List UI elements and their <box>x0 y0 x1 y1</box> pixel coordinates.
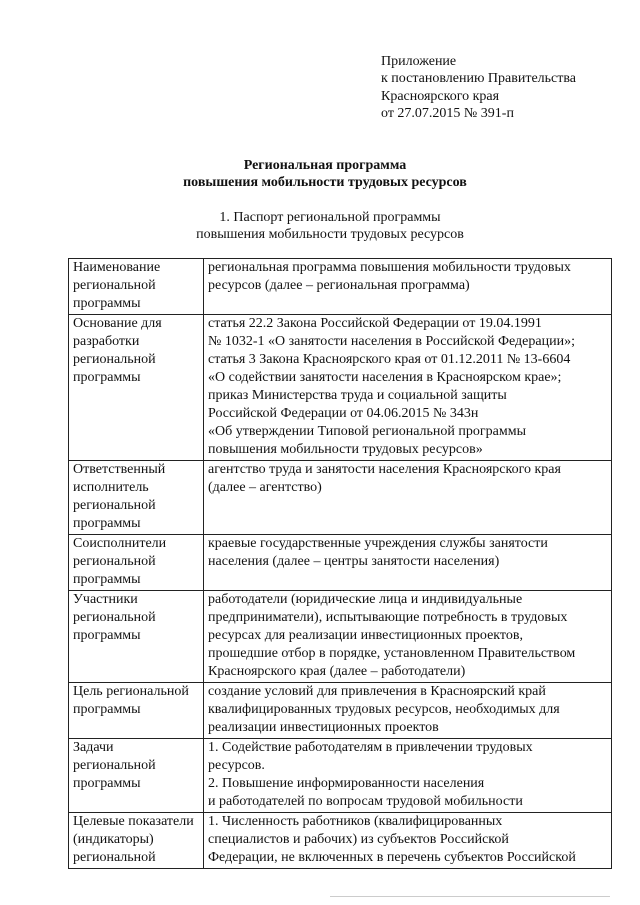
row-label-line: разработки <box>73 334 140 349</box>
row-content-line: ресурсах для реализации инвестиционных проектов, <box>208 628 523 643</box>
row-content-line: создание условий для привлечения в Красноярский край <box>208 684 546 699</box>
row-label-cell <box>69 535 204 591</box>
row-content-line: реализации инвестиционных проектов <box>208 720 439 735</box>
approval-line: Красноярского края <box>381 88 500 104</box>
row-content-cell <box>204 315 612 461</box>
row-label-cell <box>69 813 204 869</box>
subtitle-line: повышения мобильности трудовых ресурсов <box>196 226 464 242</box>
row-content-line: предприниматели), испытывающие потребность в трудовых <box>208 610 568 625</box>
document-title <box>0 157 640 191</box>
row-label-line: Основание для <box>73 316 162 331</box>
approval-line: к постановлению Правительства <box>381 71 577 87</box>
row-content-line: Красноярского края (далее – работодатели) <box>208 664 466 679</box>
subtitle-line: 1. Паспорт региональной программы <box>219 210 441 225</box>
row-label-line: региональной <box>73 850 156 865</box>
row-label-cell <box>69 461 204 535</box>
row-label-cell <box>69 315 204 461</box>
row-content-line: населения (далее – центры занятости населения) <box>208 554 500 569</box>
row-content-cell <box>204 813 612 869</box>
table-row <box>69 461 612 535</box>
row-label-line: региональной <box>73 610 156 625</box>
row-label-line: программы <box>73 370 141 385</box>
approval-line: от 27.07.2015 № 391-п <box>381 105 514 121</box>
row-label-line: программы <box>73 628 141 643</box>
section-heading <box>0 210 640 243</box>
row-content-line: прошедшие отбор в порядке, установленном Правительством <box>208 646 576 661</box>
row-content-line: № 1032-1 «О занятости населения в Российской Федерации»; <box>208 334 575 349</box>
row-content-line: Федерации, не включенных в перечень субъектов Российской <box>208 850 576 865</box>
row-content-cell <box>204 683 612 739</box>
row-content-line: и работодателей по вопросам трудовой мобильности <box>208 794 523 809</box>
row-content-cell <box>204 461 612 535</box>
row-content-line: Российской Федерации от 04.06.2015 № 343н <box>208 406 479 421</box>
row-content-line: статья 3 Закона Красноярского края от 01.12.2011 № 13-6604 <box>208 352 571 367</box>
table-row <box>69 739 612 813</box>
passport-table <box>68 258 612 869</box>
table-row <box>69 683 612 739</box>
row-label-line: программы <box>73 702 141 717</box>
table-row <box>69 591 612 683</box>
row-content-cell <box>204 259 612 315</box>
row-label-line: региональной <box>73 758 156 773</box>
row-label-cell <box>69 591 204 683</box>
row-content-line: «Об утверждении Типовой региональной программы <box>208 424 526 439</box>
row-content-line: 1. Численность работников (квалифицированных <box>208 814 503 829</box>
approval-line: Приложение <box>381 54 457 69</box>
row-content-line: повышения мобильности трудовых ресурсов» <box>208 442 483 457</box>
row-label-line: Задачи <box>73 740 114 755</box>
row-label-line: региональной <box>73 278 156 293</box>
row-content-line: региональная программа повышения мобильности трудовых <box>208 260 571 275</box>
row-content-line: «О содействии занятости населения в Красноярском крае»; <box>208 370 562 385</box>
row-content-cell <box>204 739 612 813</box>
row-label-cell <box>69 259 204 315</box>
title-line: Региональная программа <box>243 158 407 173</box>
row-content-line: 2. Повышение информированности населения <box>208 776 485 791</box>
row-content-line: 1. Содействие работодателям в привлечении трудовых <box>208 740 533 755</box>
row-label-line: программы <box>73 572 141 587</box>
row-content-line: работодатели (юридические лица и индивидуальные <box>208 592 523 607</box>
title-line: повышения мобильности трудовых ресурсов <box>183 175 467 190</box>
row-label-line: программы <box>73 516 141 531</box>
row-content-line: квалифицированных трудовых ресурсов, необходимых для <box>208 702 560 717</box>
row-label-line: Наименование <box>73 260 161 275</box>
row-label-line: (индикаторы) <box>73 832 154 847</box>
row-content-line: (далее – агентство) <box>208 480 322 495</box>
row-content-line: краевые государственные учреждения службы занятости <box>208 536 548 551</box>
row-label-line: Целевые показатели <box>73 814 194 829</box>
row-label-line: Цель региональной <box>73 684 189 699</box>
row-label-cell <box>69 739 204 813</box>
row-label-line: программы <box>73 296 141 311</box>
passport-table-body <box>69 259 612 869</box>
row-content-line: статья 22.2 Закона Российской Федерации от 19.04.1991 <box>208 316 542 331</box>
row-label-line: Соисполнители <box>73 536 167 551</box>
approval-stamp <box>381 53 576 122</box>
row-label-line: региональной <box>73 554 156 569</box>
row-content-line: ресурсов (далее – региональная программа) <box>208 278 470 293</box>
row-label-line: региональной <box>73 352 156 367</box>
table-row <box>69 813 612 869</box>
table-row <box>69 259 612 315</box>
row-content-cell <box>204 591 612 683</box>
row-content-line: приказ Министерства труда и социальной защиты <box>208 388 507 403</box>
row-content-line: специалистов и рабочих) из субъектов Российской <box>208 832 509 847</box>
row-content-cell <box>204 535 612 591</box>
row-label-line: региональной <box>73 498 156 513</box>
table-row <box>69 535 612 591</box>
row-label-line: Участники <box>73 592 138 607</box>
row-content-line: ресурсов. <box>208 758 265 773</box>
row-content-line: агентство труда и занятости населения Красноярского края <box>208 462 561 477</box>
row-label-line: программы <box>73 776 141 791</box>
table-row <box>69 315 612 461</box>
page-bottom-divider <box>330 896 610 897</box>
row-label-line: Ответственный <box>73 462 166 477</box>
row-label-line: исполнитель <box>73 480 149 495</box>
row-label-cell <box>69 683 204 739</box>
